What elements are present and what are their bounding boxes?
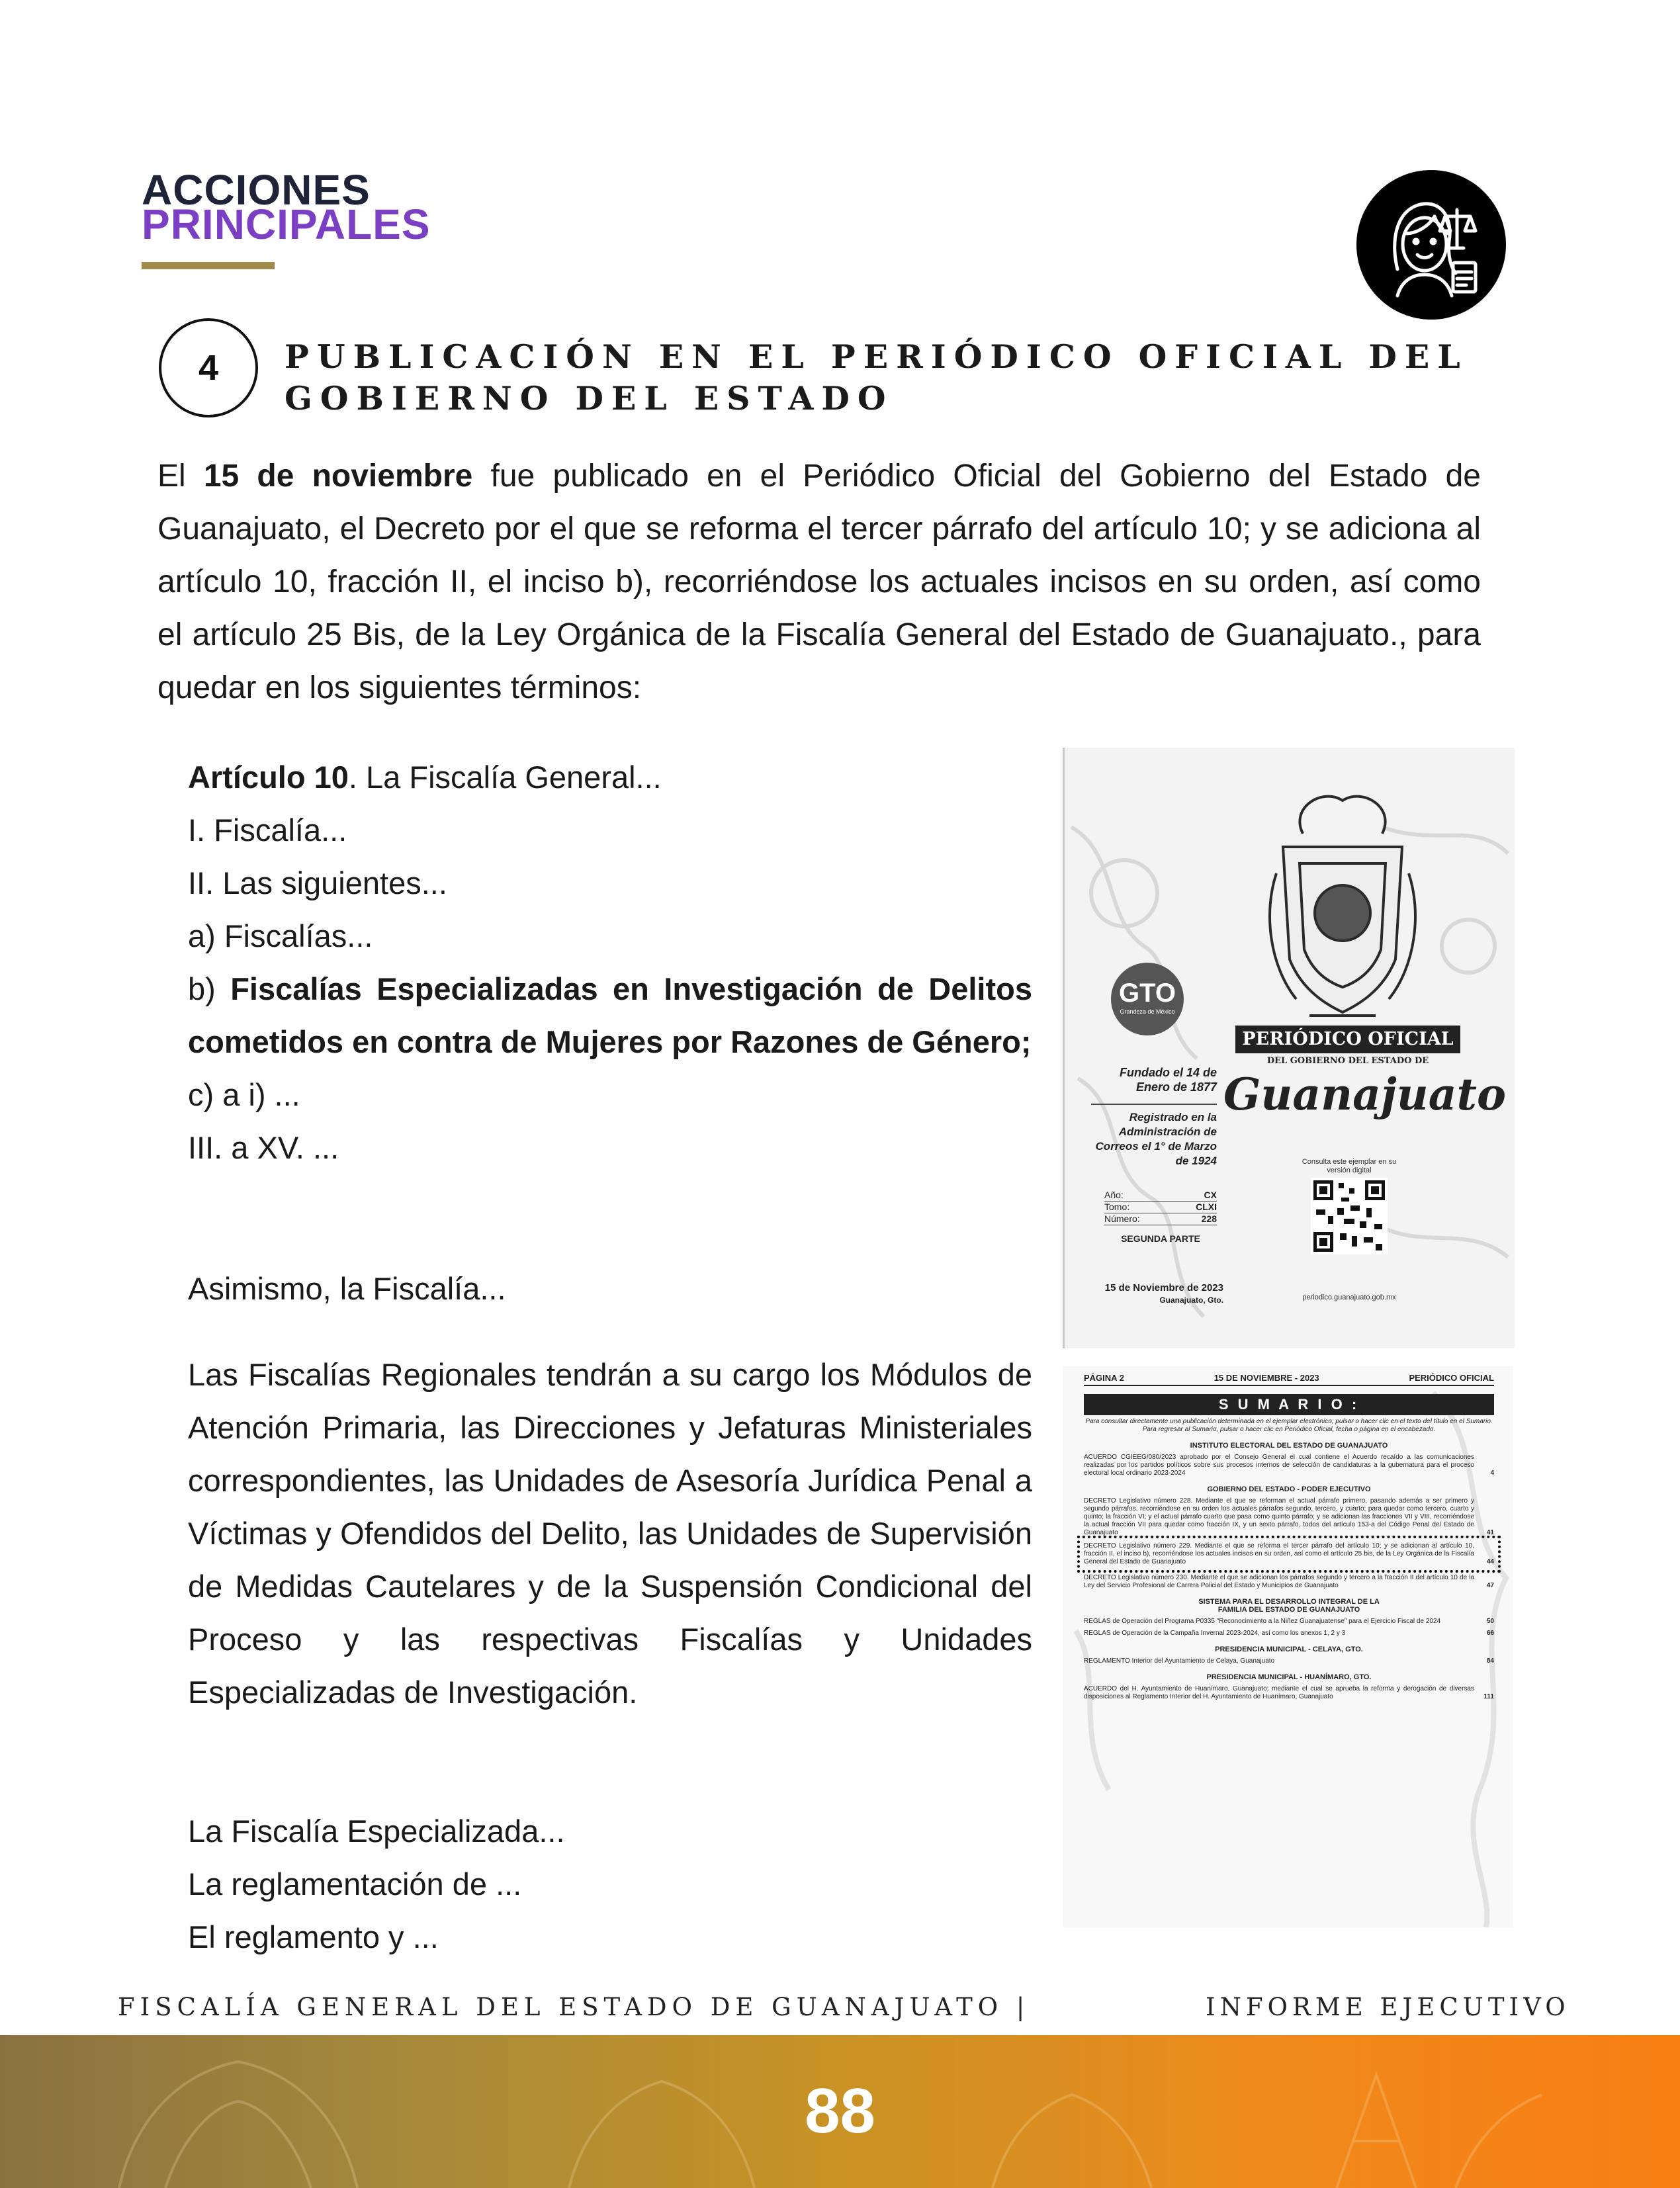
sumario-section-heading: PRESIDENCIA MUNICIPAL - CELAYA, GTO.: [1215, 1645, 1363, 1653]
sumario-fecha: 15 DE NOVIEMBRE - 2023: [1214, 1373, 1319, 1383]
sumario-entry[interactable]: ACUERDO del H. Ayuntamiento de Huanímaro, Guanajuato; mediante el cual se aprueba la reforma y derogación de diversas disposiciones al Reglamento Interior del H. Ayuntamiento de Huanímaro, Guanajuato 111: [1084, 1685, 1494, 1700]
cover-ano-label: Año:: [1104, 1190, 1124, 1200]
article-item-b-prefix: b): [188, 971, 231, 1006]
article-item: a) Fiscalías...: [188, 918, 373, 953]
article-heading-rest: . La Fiscalía General...: [348, 760, 662, 795]
cover-numero-val: 228: [1201, 1213, 1217, 1224]
section-number: 4: [159, 318, 258, 417]
footer-institution: FISCALÍA GENERAL DEL ESTADO DE GUANAJUATO |: [118, 1993, 1030, 2021]
cover-url: periodico.guanajuato.gob.mx: [1302, 1293, 1396, 1301]
cover-state: Guanajuato: [1223, 1069, 1507, 1120]
asimismo-paragraph: Asimismo, la Fiscalía...: [188, 1271, 506, 1306]
sumario-section-heading: SISTEMA PARA EL DESARROLLO INTEGRAL DE LA FAMILIA DEL ESTADO DE GUANAJUATO: [1198, 1598, 1380, 1614]
footer-report-name: INFORME EJECUTIVO: [1206, 1993, 1570, 2021]
cover-metadata: [1104, 1190, 1217, 1245]
periodico-oficial-cover-image: [1063, 748, 1515, 1348]
intro-post: fue publicado en el Periódico Oficial del Gobierno del Estado de Guanajuato, el Decreto por el que se reforma el tercer párrafo del artículo 10; y se adiciona al artículo 10, fracción II, el inciso b), recorriéndose los actuales incisos en su orden, así como el artículo 25 Bis, de la Ley Orgánica de la Fiscalía General del Estado de Guanajuato., para quedar en los siguientes términos:: [157, 459, 1481, 705]
cover-divider: [1091, 1104, 1217, 1105]
woman-justice-scales-icon: [1356, 170, 1506, 320]
cover-parte: SEGUNDA PARTE: [1121, 1233, 1200, 1244]
article-item-b: [188, 963, 1032, 1069]
page-number: 88: [805, 2076, 875, 2146]
header-title-line2: PRINCIPALES: [142, 200, 431, 248]
cover-tomo-val: CLXI: [1196, 1202, 1217, 1212]
intro-date: 15 de noviembre: [203, 459, 473, 494]
article-item: III. a XV. ...: [188, 1130, 339, 1165]
cover-tomo-label: Tomo:: [1104, 1202, 1130, 1212]
intro-paragraph: [157, 450, 1481, 715]
sumario-image: [1063, 1366, 1513, 1927]
sumario-header: [1084, 1373, 1494, 1386]
gto-logo-sub: Grandeza de México: [1120, 1008, 1175, 1015]
sumario-section-heading: GOBIERNO DEL ESTADO - PODER EJECUTIVO: [1207, 1485, 1371, 1493]
cover-ano-val: CX: [1204, 1190, 1217, 1200]
article-heading: Artículo 10: [188, 760, 349, 795]
cover-registrado: Registrado en la Administración de Correos el 1° de Marzo de 1924: [1095, 1111, 1217, 1167]
cover-city: Guanajuato, Gto.: [1159, 1295, 1223, 1305]
cover-consulta: Consulta este ejemplar en su versión digital: [1302, 1158, 1397, 1174]
sumario-entry[interactable]: DECRETO Legislativo número 230. Mediante el que se adicionan los párrafos segundo y tercero a la fracción II del artículo 10 de la Ley del Servicio Profesional de Carrera Policial del Estado y Municipios de Guanajuato 47: [1084, 1574, 1494, 1589]
sumario-entry[interactable]: REGLAMENTO Interior del Ayuntamiento de Celaya, Guanajuato 84: [1084, 1657, 1494, 1665]
gto-logo-text: GTO: [1119, 979, 1176, 1008]
closing-item: La reglamentación de ...: [188, 1866, 522, 1902]
header-title-line1: ACCIONES: [142, 166, 371, 214]
sumario-entry-highlighted[interactable]: DECRETO Legislativo número 229. Mediante el que se reforma el tercer párrafo del artículo 10; y se adicionan al artículo 10, fracción II, el inciso b), recorriéndose los actuales incisos en su orden, así como el artículo 25 bis, de la Ley Orgánica de la Fiscalía General del Estado de Guanajuato 44: [1084, 1542, 1494, 1565]
sumario-periodico: PERIÓDICO OFICIAL: [1409, 1373, 1494, 1383]
closing-item: La Fiscalía Especializada...: [188, 1814, 565, 1849]
sumario-title: S U M A R I O :: [1084, 1394, 1494, 1415]
sumario-note: Para consultar directamente una publicación determinada en el ejemplar electrónico, pulsar o hacer clic en el texto del título en el Sumario. Para regresar al Sumario, pulsar o hacer clic en Periódico Oficial, fecha o página en el encabezado.: [1085, 1418, 1493, 1433]
sumario-entry[interactable]: REGLAS de Operación de la Campaña Invernal 2023-2024, así como los anexos 1, 2 y 3 66: [1084, 1630, 1494, 1637]
sumario-entry[interactable]: REGLAS de Operación del Programa P0335 "Reconocimiento a la Niñez Guanajuatense" para el Ejercicio Fiscal de 2024 50: [1084, 1618, 1494, 1625]
article-heading-line: [188, 751, 1032, 804]
coat-of-arms-icon: [1263, 781, 1422, 1039]
closing-item: El reglamento y ...: [188, 1919, 439, 1954]
cover-date: 15 de Noviembre de 2023: [1104, 1282, 1223, 1293]
sumario-section-heading: PRESIDENCIA MUNICIPAL - HUANÍMARO, GTO.: [1206, 1673, 1372, 1681]
article-block: [188, 751, 1032, 1174]
section-title: PUBLICACIÓN EN EL PERIÓDICO OFICIAL DEL GOBIERNO DEL ESTADO: [285, 337, 1468, 417]
cover-banner-sub: DEL GOBIERNO DEL ESTADO DE: [1266, 1056, 1429, 1066]
regionales-paragraph: Las Fiscalías Regionales tendrán a su cargo los Módulos de Atención Primaria, las Direcciones y Jefaturas Ministeriales correspondientes, las Unidades de Asesoría Jurídica Penal a Víctimas y Ofendidos del Delito, las Unidades de Supervisión de Medidas Cautelares y de la Suspensión Condicional del Proceso y las respectivas Fiscalías y Unidades Especializadas de Investigación.: [188, 1357, 1032, 1710]
article-item-b-bold: Fiscalías Especializadas en Investigación de Delitos cometidos en contra de Mujeres por Razones de Género;: [188, 971, 1032, 1059]
intro-pre: El: [157, 459, 204, 494]
cover-fundado: Fundado el 14 de Enero de 1877: [1119, 1066, 1217, 1094]
cover-numero-label: Número:: [1104, 1213, 1140, 1224]
article-item: II. Las siguientes...: [188, 865, 447, 900]
sumario-pagina: PÁGINA 2: [1084, 1373, 1124, 1383]
header-underline: [142, 262, 275, 269]
article-item: c) a i) ...: [188, 1077, 300, 1112]
article-item: I. Fiscalía...: [188, 812, 347, 848]
sumario-entry[interactable]: DECRETO Legislativo número 228. Mediante el que se reforman el actual párrafo primero, pasando además a ser primero y segundo párrafos, recorriéndose en su orden los actuales párrafos segundo, tercero, y cuarto; para quedar como tercero, cuarto y quinto; la fracción VI; y el actual párrafo cuarto que pasa como quinto párrafo; y se adicionan las fracciones VII y VIII, recorriéndose la actual fracción VII para quedar como fracción IX, y un sexto párrafo, todos del artículo 153-a del Código Penal del Estado de Guanajuato 41: [1084, 1497, 1494, 1536]
cover-banner: PERIÓDICO OFICIAL: [1235, 1026, 1460, 1053]
qr-code-icon: [1311, 1178, 1388, 1254]
sumario-section-heading: INSTITUTO ELECTORAL DEL ESTADO DE GUANAJUATO: [1190, 1442, 1388, 1450]
sumario-entry[interactable]: ACUERDO CGIEEG/080/2023 aprobado por el Consejo General el cual contiene el Acuerdo recaído a las comunicaciones realizadas por los partidos políticos sobre sus procesos internos de selección de candidaturas a la gubernatura para el proceso electoral local ordinario 2023-2024 4: [1084, 1454, 1494, 1477]
gto-logo: [1111, 963, 1184, 1035]
closing-block: [188, 1805, 1032, 1964]
